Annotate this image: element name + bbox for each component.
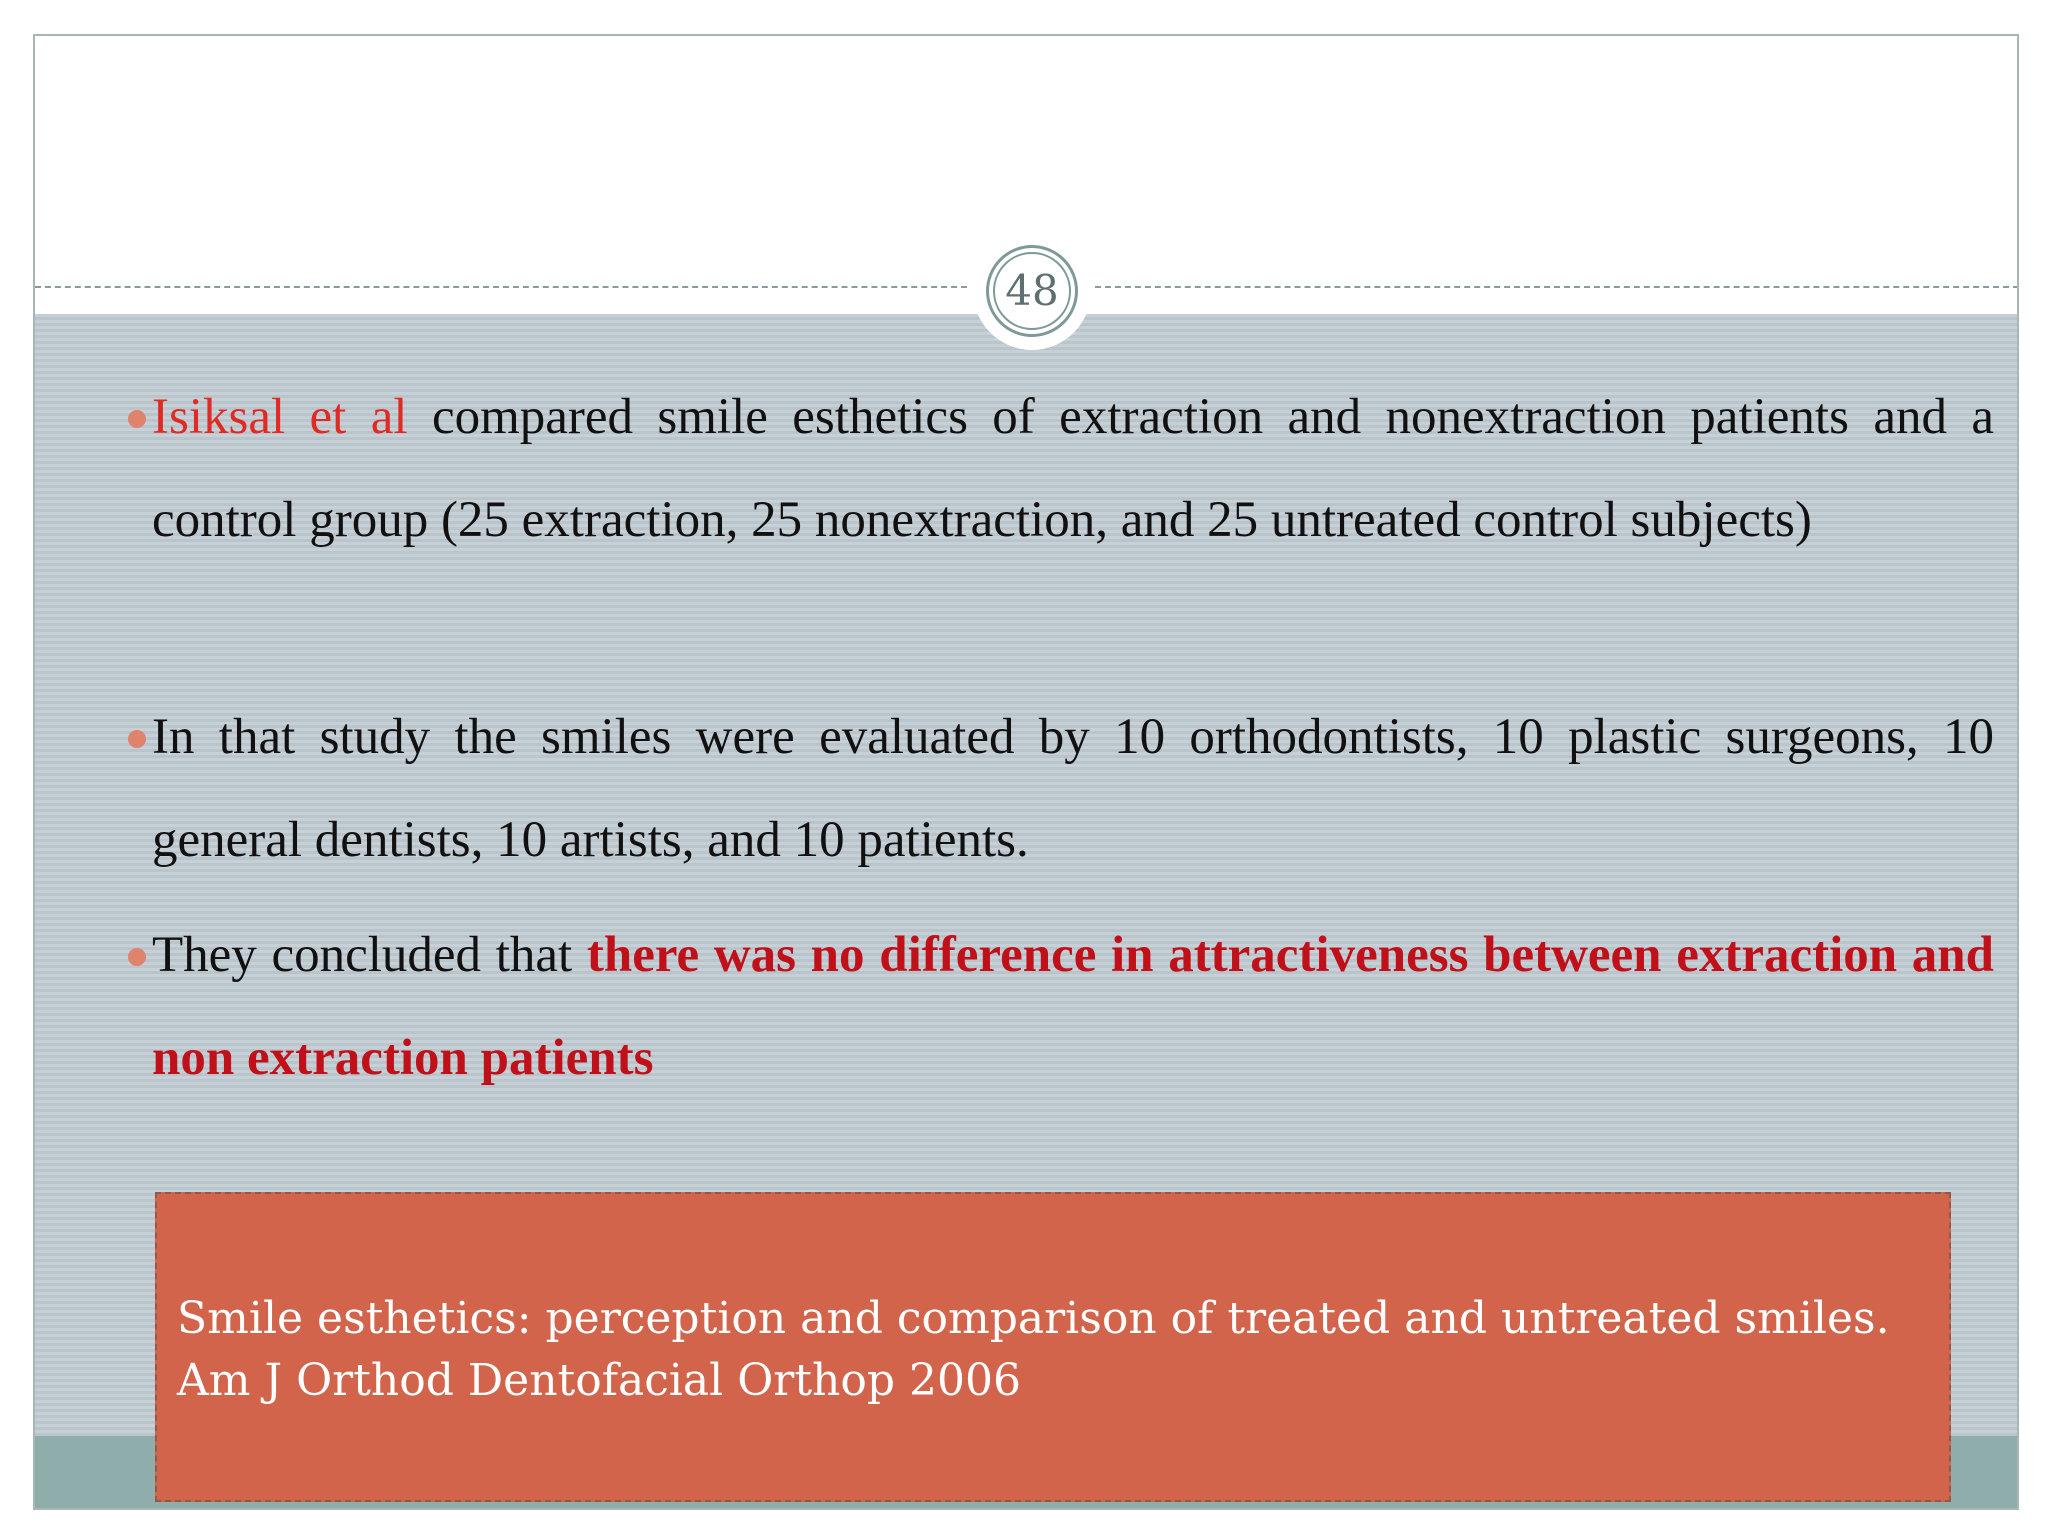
page-number-inner-ring	[993, 252, 1071, 330]
bullet-dot-icon	[128, 730, 146, 748]
citation-text	[177, 1288, 1937, 1412]
author-highlight: Isiksal et al	[152, 389, 408, 445]
header-divider-left	[35, 286, 967, 288]
page-number-ring	[986, 245, 1078, 337]
citation-journal: Am J Orthod Dentofacial Orthop 2006	[177, 1355, 1021, 1406]
page-number: 48	[1005, 266, 1059, 315]
citation-box	[155, 1192, 1951, 1502]
bullet-lead-text: They concluded that	[152, 927, 587, 983]
page-number-badge	[973, 232, 1091, 350]
bullet-text: In that study the smiles were evaluated by 10 orthodontists, 10 plastic surgeons, 10 general dentists, 10 artists, and 10 patients.	[152, 709, 1994, 868]
bullet-dot-icon	[128, 410, 146, 428]
citation-title: Smile esthetics: perception and comparison of treated and untreated smiles.	[177, 1293, 1890, 1344]
slide	[33, 34, 2019, 1510]
bullet-item	[152, 366, 1994, 572]
bullet-item	[152, 904, 1994, 1110]
header-divider-right	[1095, 286, 2019, 288]
bullet-text: compared smile esthetics of extraction and nonextraction patients and a control group (25 extraction, 25 nonextraction, and 25 untreated control subjects)	[152, 389, 1994, 548]
conclusion-emphasis: there was no difference in attractiveness between extraction and non extraction patients	[152, 927, 1995, 1086]
bullet-dot-icon	[128, 948, 146, 966]
bullet-item	[152, 686, 1994, 892]
